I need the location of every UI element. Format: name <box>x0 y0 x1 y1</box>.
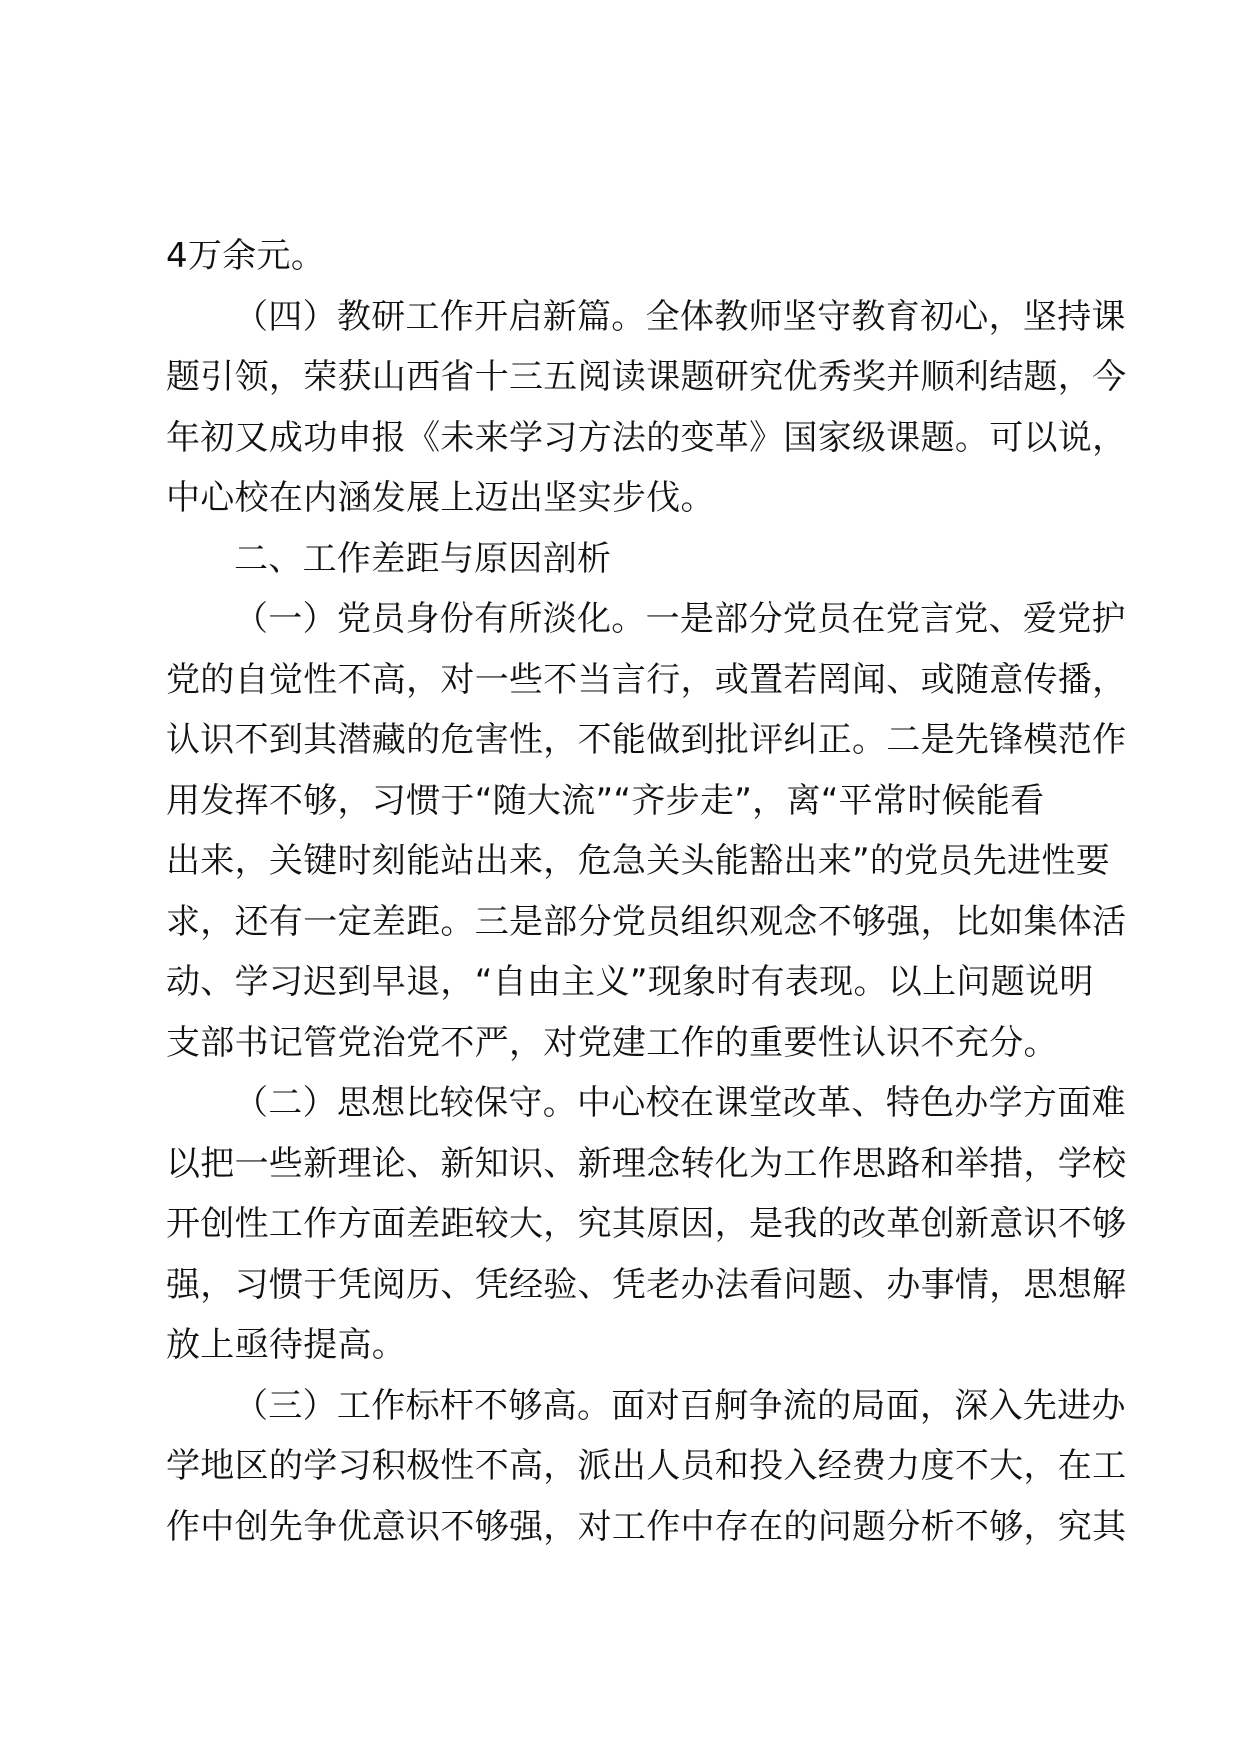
text-line: （一）党员身份有所淡化。一是部分党员在党言党、爱党护 <box>234 599 1126 639</box>
text-line: 求，还有一定差距。三是部分党员组织观念不够强，比如集体活 <box>166 901 1127 942</box>
document-body <box>166 226 1127 1557</box>
text-line: 年初又成功申报《未来学习方法的变革》国家级课题。可以说， <box>166 417 1127 458</box>
text-line: 放上亟待提高。 <box>166 1325 407 1365</box>
text-line: 作中创先争优意识不够强，对工作中存在的问题分析不够，究其 <box>166 1506 1127 1547</box>
text-line: 4万余元。 <box>166 236 326 276</box>
text-line: 动、学习迟到早退，“自由主义”现象时有表现。以上问题说明 <box>166 962 1094 1002</box>
text-line: 认识不到其潜藏的危害性，不能做到批评纠正。二是先锋模范作 <box>166 720 1127 760</box>
text-line: 开创性工作方面差距较大，究其原因，是我的改革创新意识不够 <box>166 1204 1127 1244</box>
text-line: 强，习惯于凭阅历、凭经验、凭老办法看问题、办事情，思想解 <box>166 1264 1127 1305</box>
text-line: 党的自觉性不高，对一些不当言行，或置若罔闻、或随意传播， <box>166 659 1127 700</box>
text-line: 用发挥不够，习惯于“随大流”“齐步走”，离“平常时候能看 <box>166 780 1045 821</box>
text-line: （四）教研工作开启新篇。全体教师坚守教育初心，坚持课 <box>234 296 1126 337</box>
section-heading: 二、工作差距与原因剖析 <box>234 538 612 579</box>
text-line: 支部书记管党治党不严，对党建工作的重要性认识不充分。 <box>166 1022 1058 1063</box>
text-line: 中心校在内涵发展上迈出坚实步伐。 <box>166 478 715 518</box>
text-line: 学地区的学习积极性不高，派出人员和投入经费力度不大，在工 <box>166 1446 1127 1486</box>
text-line: （二）思想比较保守。中心校在课堂改革、特色办学方面难 <box>234 1083 1126 1123</box>
text-line: 以把一些新理论、新知识、新理念转化为工作思路和举措，学校 <box>166 1143 1127 1184</box>
text-line: （三）工作标杆不够高。面对百舸争流的局面，深入先进办 <box>234 1385 1126 1426</box>
text-line: 题引领，荣获山西省十三五阅读课题研究优秀奖并顺利结题，今 <box>166 357 1127 397</box>
text-line: 出来，关键时刻能站出来，危急关头能豁出来”的党员先进性要 <box>166 841 1111 881</box>
